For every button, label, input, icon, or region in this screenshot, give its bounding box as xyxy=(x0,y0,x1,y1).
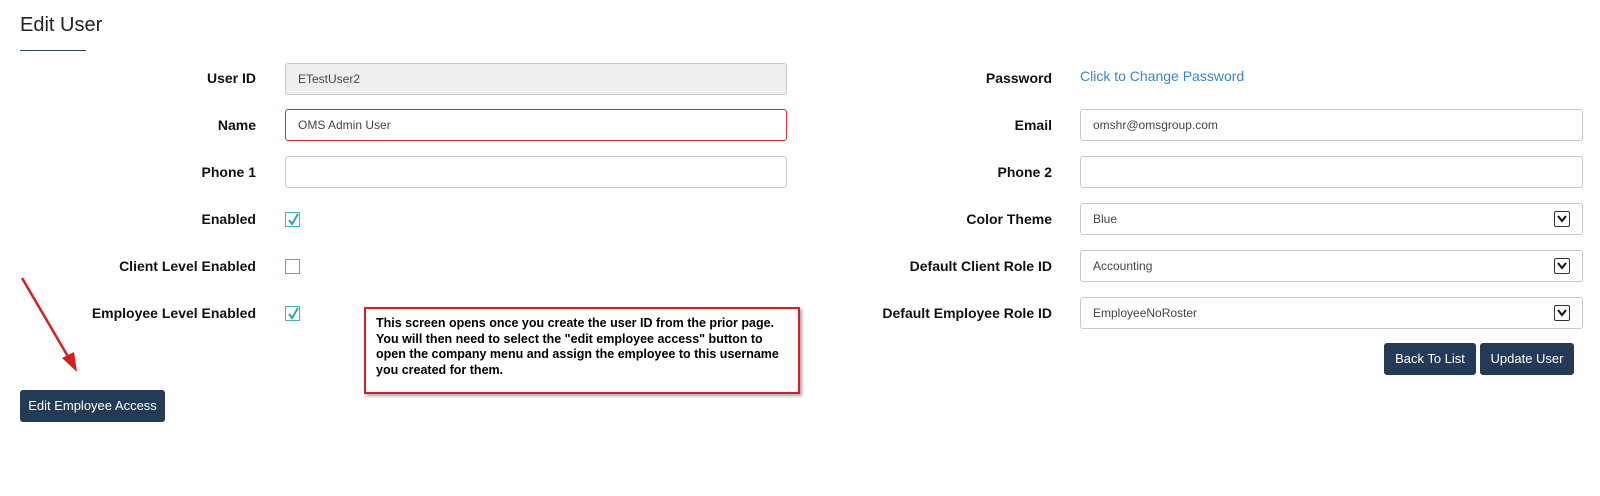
checkmark-icon xyxy=(286,306,301,321)
default-client-role-label: Default Client Role ID xyxy=(909,258,1052,274)
name-field[interactable]: OMS Admin User xyxy=(285,109,787,141)
default-client-role-select[interactable] xyxy=(1080,250,1583,282)
employee-level-enabled-checkbox[interactable] xyxy=(285,306,300,321)
chevron-down-icon xyxy=(1554,305,1570,321)
color-theme-label: Color Theme xyxy=(966,211,1052,227)
client-level-enabled-label: Client Level Enabled xyxy=(119,258,256,274)
employee-level-enabled-label: Employee Level Enabled xyxy=(91,305,256,321)
client-level-enabled-checkbox[interactable] xyxy=(285,259,300,274)
enabled-checkbox[interactable] xyxy=(285,212,300,227)
chevron-down-icon xyxy=(1554,258,1570,274)
phone1-label: Phone 1 xyxy=(201,164,256,180)
default-employee-role-label: Default Employee Role ID xyxy=(882,305,1052,321)
color-theme-select[interactable] xyxy=(1080,203,1583,235)
change-password-link[interactable]: Click to Change Password xyxy=(1080,68,1245,84)
phone2-label: Phone 2 xyxy=(997,164,1052,180)
page-title: Edit User xyxy=(20,14,103,36)
email-field[interactable]: omshr@omsgroup.com xyxy=(1080,109,1583,141)
color-theme-value: Blue xyxy=(1093,212,1118,226)
default-employee-role-value: EmployeeNoRoster xyxy=(1093,306,1198,320)
back-to-list-button[interactable]: Back To List xyxy=(1384,343,1476,375)
password-label: Password xyxy=(985,70,1052,86)
user-id-field: ETestUser2 xyxy=(285,63,787,95)
chevron-down-icon xyxy=(1554,211,1570,227)
name-label: Name xyxy=(217,117,256,133)
default-client-role-value: Accounting xyxy=(1093,259,1153,273)
user-id-label: User ID xyxy=(206,70,256,86)
annotation-arrow-icon xyxy=(0,0,90,380)
enabled-label: Enabled xyxy=(201,211,256,227)
update-user-button[interactable]: Update User xyxy=(1480,343,1574,375)
annotation-callout: This screen opens once you create the user ID from the prior page. You will then need to select the "edit employee access" button to open the company menu and assign the employee to this username you created for them. xyxy=(364,307,800,394)
email-label: Email xyxy=(1014,117,1052,133)
phone2-field[interactable] xyxy=(1080,156,1583,188)
default-employee-role-select[interactable] xyxy=(1080,297,1583,329)
checkmark-icon xyxy=(286,212,301,227)
edit-employee-access-button[interactable]: Edit Employee Access xyxy=(20,390,165,422)
phone1-field[interactable] xyxy=(285,156,787,188)
